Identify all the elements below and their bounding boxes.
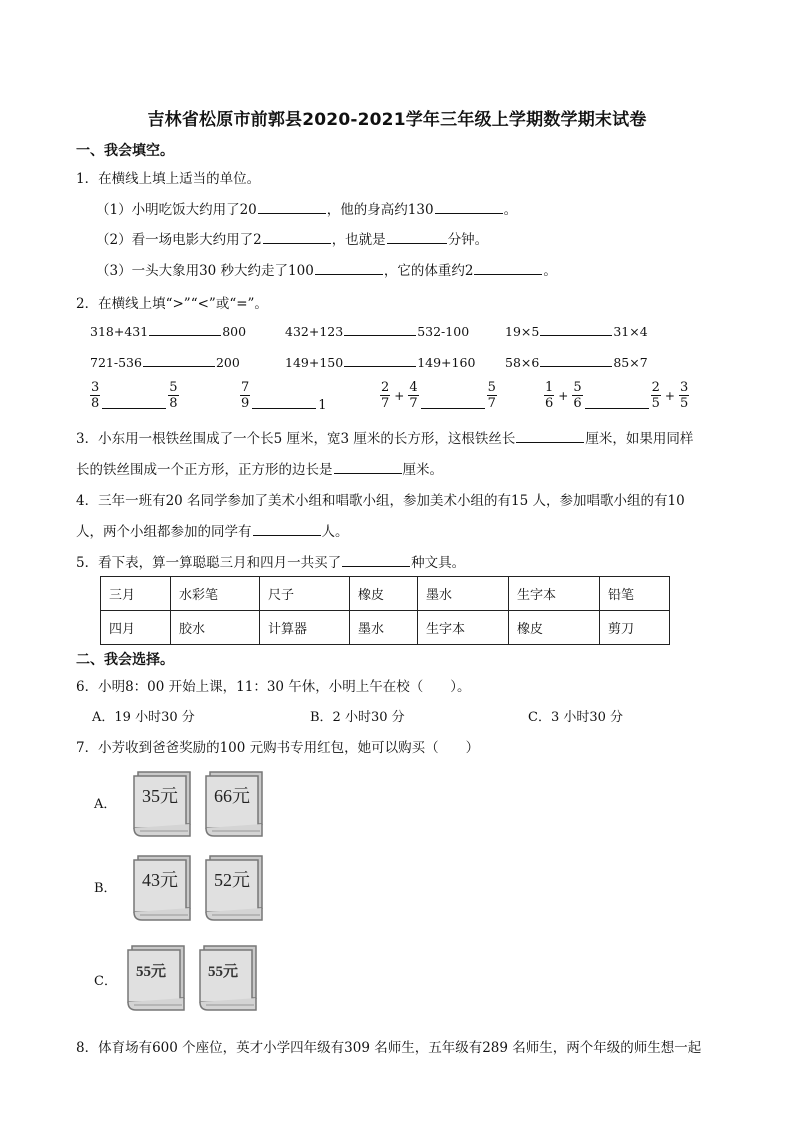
question-5-stem: 5．看下表，算一算聪聪三月和四月一共买了 种文具。 <box>76 555 466 571</box>
answer-blank[interactable] <box>258 200 326 214</box>
compare-item: 58×6 85×7 <box>505 355 648 370</box>
svg-text:43元: 43元 <box>142 870 178 890</box>
fraction: $\frac{3}{8}$ <box>91 380 100 411</box>
table-cell: 胶水 <box>171 611 260 645</box>
compare-item: 432+123 532-100 <box>285 324 470 339</box>
section-heading-fill: 一、我会填空。 <box>76 143 174 159</box>
book-icon <box>128 768 196 840</box>
answer-blank[interactable] <box>342 553 410 567</box>
option-c[interactable]: C．3 小时30 分 <box>528 710 624 725</box>
answer-blank[interactable] <box>540 355 612 367</box>
fraction: $\frac{7}{9}$ <box>241 380 250 411</box>
book-icon <box>200 852 268 924</box>
fraction: $\frac{5}{6}$ <box>573 380 582 411</box>
answer-blank[interactable] <box>516 429 584 443</box>
answer-blank[interactable] <box>585 408 649 409</box>
fraction: $\frac{2}{7}$ <box>381 380 390 411</box>
svg-text:52元: 52元 <box>214 870 250 890</box>
book-icon <box>200 768 268 840</box>
fraction-compare <box>90 380 179 411</box>
page-title: 吉林省松原市前郭县2020-2021学年三年级上学期数学期末试卷 <box>147 110 647 130</box>
svg-text:55元: 55元 <box>208 964 239 980</box>
question-3-line-1: 3．小东用一根铁丝围成了一个长5 厘米，宽3 厘米的长方形，这根铁丝长 厘米，如果用同样 <box>76 431 694 447</box>
book-icon <box>122 942 190 1014</box>
table-cell: 三月 <box>101 577 171 611</box>
answer-blank[interactable] <box>263 230 331 244</box>
answer-blank[interactable] <box>315 261 383 275</box>
question-1-part-1: （1）小明吃饭大约用了20 ，他的身高约130 。 <box>96 202 518 218</box>
fraction: $\frac{3}{5}$ <box>679 380 689 411</box>
answer-blank[interactable] <box>474 261 542 275</box>
table-cell: 橡皮 <box>350 577 418 611</box>
answer-blank[interactable] <box>435 200 503 214</box>
question-2-stem: 2．在横线上填“>”“<”或“=”。 <box>76 296 268 312</box>
option-b-label[interactable]: B． <box>94 881 117 896</box>
table-cell: 剪刀 <box>600 611 670 645</box>
fraction-compare: $\frac{7}{9}$ 1 <box>241 380 327 413</box>
question-1-part-3: （3）一头大象用30 秒大约走了100 ，它的体重约2 。 <box>96 263 557 279</box>
compare-item: 318+431 800 <box>90 324 247 339</box>
compare-item: 149+150 149+160 <box>285 355 476 370</box>
option-b[interactable]: B．2 小时30 分 <box>310 710 405 725</box>
question-1-stem: 1．在横线上填上适当的单位。 <box>76 171 261 187</box>
question-1-part-2: （2）看一场电影大约用了2 ，也就是 分钟。 <box>96 232 489 248</box>
table-cell: 生字本 <box>509 577 600 611</box>
section-heading-choice: 二、我会选择。 <box>76 652 174 668</box>
question-4-line-2: 人，两个小组都参加的同学有 人。 <box>76 524 349 540</box>
table-cell: 水彩笔 <box>171 577 260 611</box>
question-6-stem: 6．小明8：00 开始上课，11：30 午休，小明上午在校（ ）。 <box>76 679 471 695</box>
answer-blank[interactable] <box>344 324 416 336</box>
table-cell: 四月 <box>101 611 171 645</box>
fraction: $\frac{5}{7}$ <box>487 380 496 411</box>
option-a-label[interactable]: A． <box>94 797 117 812</box>
table-cell: 尺子 <box>260 577 350 611</box>
question-7-stem: 7．小芳收到爸爸奖励的100 元购书专用红包，她可以购买（ ） <box>76 740 480 756</box>
table-row <box>101 611 670 645</box>
fraction: $\frac{1}{6}$ <box>545 380 554 411</box>
answer-blank[interactable] <box>334 460 402 474</box>
table-cell: 橡皮 <box>509 611 600 645</box>
svg-text:55元: 55元 <box>136 964 167 980</box>
svg-text:66元: 66元 <box>214 786 250 806</box>
table-cell: 生字本 <box>418 611 509 645</box>
fraction-compare: $\frac{2}{7}$ + $\frac{4}{7}$ $\frac{5}{7}$ <box>381 380 496 411</box>
svg-text:35元: 35元 <box>142 786 178 806</box>
question-4-line-1: 4．三年一班有20 名同学参加了美术小组和唱歌小组，参加美术小组的有15 人，参加唱歌小组的有10 <box>76 493 685 509</box>
book-icon <box>194 942 262 1014</box>
answer-blank[interactable] <box>252 408 316 409</box>
fraction: $\frac{5}{8}$ <box>169 380 178 411</box>
stationery-table <box>100 576 670 645</box>
answer-blank[interactable] <box>387 230 447 244</box>
fraction: $\frac{4}{7}$ <box>409 380 418 411</box>
question-8-stem: 8．体育场有600 个座位，英才小学四年级有309 名师生，五年级有289 名师生，两个年级的师生想一起 <box>76 1040 702 1056</box>
compare-item: 721-536 200 <box>90 355 240 370</box>
answer-blank[interactable] <box>344 355 416 367</box>
table-cell: 铅笔 <box>600 577 670 611</box>
book-icon <box>128 852 196 924</box>
fraction-compare: $\frac{1}{6}$ + $\frac{5}{6}$ $\frac{2}{5}$ + $\frac{3}{5}$ <box>545 380 689 411</box>
fraction: $\frac{2}{5}$ <box>651 380 660 411</box>
option-a[interactable]: A．19 小时30 分 <box>92 710 195 725</box>
answer-blank[interactable] <box>149 324 221 336</box>
answer-blank[interactable] <box>102 408 166 409</box>
question-3-line-2: 长的铁丝围成一个正方形，正方形的边长是 厘米。 <box>76 462 443 478</box>
option-c-label[interactable]: C． <box>94 974 117 989</box>
table-cell: 计算器 <box>260 611 350 645</box>
compare-item: 19×5 31×4 <box>505 324 648 339</box>
table-row <box>101 577 670 611</box>
answer-blank[interactable] <box>143 355 215 367</box>
table-cell: 墨水 <box>418 577 509 611</box>
table-cell: 墨水 <box>350 611 418 645</box>
answer-blank[interactable] <box>253 522 321 536</box>
answer-blank[interactable] <box>540 324 612 336</box>
answer-blank[interactable] <box>421 408 485 409</box>
